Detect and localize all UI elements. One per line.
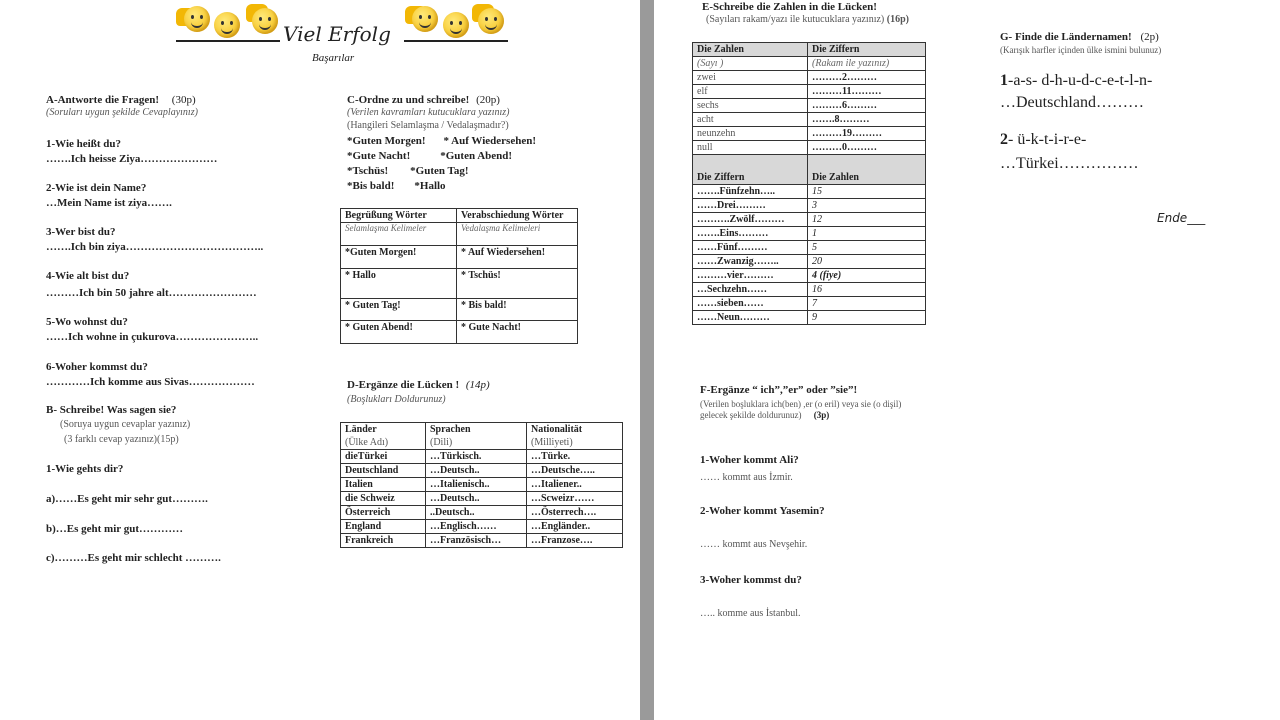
word-bank-item: *Guten Morgen!: [347, 135, 426, 147]
question-a4: 4-Wie alt bist du?: [46, 270, 130, 282]
question-a1: 1-Wie heißt du?: [46, 138, 121, 150]
section-f-title: F-Ergänze “ ich”,”er” oder ”sie”!: [700, 384, 858, 396]
answer-a6: …………Ich komme aus Sivas………………: [46, 376, 255, 388]
table-cell: ………vier………: [693, 269, 808, 283]
table-cell: ………6………: [808, 99, 926, 113]
table-cell: …Deutsch..: [426, 464, 527, 478]
section-b-title: B- Schreibe! Was sagen sie?: [46, 404, 177, 416]
answer-f3: ….. komme aus İstanbul.: [700, 608, 801, 619]
table-cell: …Deutsch..: [426, 492, 527, 506]
table-cell: *Guten Morgen!: [341, 246, 457, 269]
table-cell: ……Fünf………: [693, 241, 808, 255]
question-f1: 1-Woher kommt Ali?: [700, 454, 799, 466]
scramble-number: 1: [1000, 72, 1008, 89]
question-a2: 2-Wie ist dein Name?: [46, 182, 147, 194]
table-cell: …Engländer..: [527, 520, 623, 534]
section-a-title-text: A-Antworte die Fragen!: [46, 94, 160, 106]
table-cell: ………11………: [808, 85, 926, 99]
scramble-g1: [1000, 72, 1152, 90]
table-cell: 5: [808, 241, 926, 255]
subheader-text: (Milliyeti): [531, 437, 573, 448]
section-g-title: [1000, 30, 1159, 44]
numbers-header: Die Zahlen: [693, 43, 808, 57]
header-underline: [404, 40, 508, 42]
section-d-title-text: D-Ergänze die Lücken !: [347, 379, 460, 391]
smiley-icon: [252, 8, 278, 34]
table-cell: neunzehn: [693, 127, 808, 141]
header-text: Länder: [345, 424, 377, 435]
question-a5: 5-Wo wohnst du?: [46, 316, 128, 328]
numbers-header-2: Die Zahlen: [808, 155, 926, 185]
table-cell: …….8………: [808, 113, 926, 127]
table-cell: ……sieben……: [693, 297, 808, 311]
greetings-header: Begrüßung Wörter: [341, 209, 457, 223]
scramble-letters: - ü-k-t-i-r-e-: [1008, 131, 1087, 148]
table-cell: * Guten Tag!: [341, 299, 457, 321]
section-c-title-text: C-Ordne zu und schreibe!: [347, 94, 470, 106]
question-a6: 6-Woher kommst du?: [46, 361, 148, 373]
table-cell: 1: [808, 227, 926, 241]
section-a-instruction: (Soruları uygun şekilde Cevaplayınız): [46, 107, 198, 118]
answer-f1: …… kommt aus İzmir.: [700, 472, 793, 483]
farewells-header: Verabschiedung Wörter: [457, 209, 578, 223]
table-cell: dieTürkei: [341, 450, 426, 464]
answer-a4: ………Ich bin 50 jahre alt……………………: [46, 287, 257, 299]
digits-header: Die Ziffern: [808, 43, 926, 57]
section-f-points: (3p): [813, 410, 830, 420]
worksheet-page-right: [654, 0, 1280, 720]
table-cell: …Österrech….: [527, 506, 623, 520]
answer-f2: …… kommt aus Nevşehir.: [700, 539, 808, 550]
table-cell: ……….Zwölf………: [693, 213, 808, 227]
word-bank-item: *Guten Abend!: [440, 150, 513, 162]
countries-table: [340, 422, 623, 548]
section-b-instruction-1: (Soruya uygun cevaplar yazınız): [60, 419, 191, 430]
table-cell: Italien: [341, 478, 426, 492]
answer-a1: …….Ich heisse Ziya…………………: [46, 153, 218, 165]
table-cell: …….Fünfzehn…..: [693, 185, 808, 199]
section-e-points: (16p): [886, 14, 909, 25]
table-cell: England: [341, 520, 426, 534]
word-bank-item: *Tschüs!: [347, 165, 389, 177]
countries-header: [341, 423, 426, 450]
table-cell: ………2………: [808, 71, 926, 85]
table-cell: null: [693, 141, 808, 155]
end-label: Ende___: [1157, 211, 1206, 225]
section-b-answer-a: a)……Es geht mir sehr gut……….: [46, 493, 208, 505]
table-cell: 12: [808, 213, 926, 227]
header-text: Sprachen: [430, 424, 471, 435]
table-cell: …Sechzehn……: [693, 283, 808, 297]
table-cell: …….Eins………: [693, 227, 808, 241]
section-g-title-text: G- Finde die Ländernamen!: [1000, 31, 1132, 43]
smiley-icon: [214, 12, 240, 38]
table-cell: die Schweiz: [341, 492, 426, 506]
numbers-table-1: [692, 42, 926, 325]
table-cell: 15: [808, 185, 926, 199]
table-cell: zwei: [693, 71, 808, 85]
table-cell: * Bis bald!: [457, 299, 578, 321]
table-cell: Frankreich: [341, 534, 426, 548]
nationality-header: [527, 423, 623, 450]
table-cell: …Franzose….: [527, 534, 623, 548]
table-cell: * Hallo: [341, 269, 457, 299]
answer-a2: …Mein Name ist ziya…….: [46, 197, 172, 209]
question-f3: 3-Woher kommst du?: [700, 574, 802, 586]
table-cell: ……Neun………: [693, 311, 808, 325]
answer-a3: …….Ich bin ziya………………………………..: [46, 241, 264, 253]
greetings-subheader: Selamlaşma Kelimeler: [341, 223, 457, 246]
table-cell: …Scweizr……: [527, 492, 623, 506]
table-cell: 4 (fiye): [808, 269, 926, 283]
section-b-instruction-2: (3 farklı cevap yazınız)(15p): [64, 434, 179, 445]
table-cell: …Türke.: [527, 450, 623, 464]
section-c-instruction-2: (Hangileri Selamlaşma / Vedalaşmadır?): [347, 120, 509, 131]
section-b-answer-b: b)…Es geht mir gut…………: [46, 523, 183, 535]
section-c-instruction-1: (Verilen kavramları kutucuklara yazınız): [347, 107, 510, 118]
header-subtitle: Başarılar: [312, 52, 355, 64]
table-cell: elf: [693, 85, 808, 99]
word-bank-item: *Hallo: [414, 180, 446, 192]
table-cell: ..Deutsch..: [426, 506, 527, 520]
table-cell: ………19………: [808, 127, 926, 141]
section-d-title: [347, 378, 490, 392]
word-bank-item: *Gute Nacht!: [347, 150, 411, 162]
smiley-icon: [412, 6, 438, 32]
section-f-instruction-2: [700, 410, 829, 421]
scramble-letters: -a-s- d-h-u-d-c-e-t-l-n-: [1008, 72, 1153, 89]
table-cell: …Italiener..: [527, 478, 623, 492]
table-cell: 16: [808, 283, 926, 297]
table-cell: …Türkisch.: [426, 450, 527, 464]
scramble-answer-g1: …Deutschland………: [1000, 94, 1144, 111]
header-title: Viel Erfolg: [283, 22, 391, 46]
table-cell: ……Drei………: [693, 199, 808, 213]
table-cell: 7: [808, 297, 926, 311]
table-cell: 3: [808, 199, 926, 213]
smiley-icon: [478, 8, 504, 34]
smiley-icon: [443, 12, 469, 38]
table-cell: 20: [808, 255, 926, 269]
digits-subheader: (Rakam ile yazınız): [808, 57, 926, 71]
word-bank-row: [347, 179, 446, 193]
numbers-subheader: (Sayı ): [693, 57, 808, 71]
table-cell: acht: [693, 113, 808, 127]
question-f2: 2-Woher kommt Yasemin?: [700, 505, 825, 517]
table-cell: …Französisch…: [426, 534, 527, 548]
greetings-table: [340, 208, 578, 344]
table-cell: ………0………: [808, 141, 926, 155]
word-bank-item: *Bis bald!: [347, 180, 395, 192]
table-cell: …Italienisch..: [426, 478, 527, 492]
table-cell: Deutschland: [341, 464, 426, 478]
table-cell: ……Zwanzig……..: [693, 255, 808, 269]
table-cell: * Auf Wiedersehen!: [457, 246, 578, 269]
digits-header-2: Die Ziffern: [693, 155, 808, 185]
table-cell: Österreich: [341, 506, 426, 520]
section-e-instruction-text: (Sayıları rakam/yazı ile kutucuklara yazınız): [706, 14, 885, 25]
word-bank-item: *Guten Tag!: [410, 165, 469, 177]
section-f-instruction-1: (Verilen boşluklara ich(ben) ,er (o eril) veya sie (o dişil): [700, 399, 902, 409]
word-bank-item: * Auf Wiedersehen!: [443, 135, 537, 147]
word-bank-row: [347, 134, 536, 148]
section-a-points: (30p): [171, 94, 196, 106]
subheader-text: (Ülke Adı): [345, 437, 389, 448]
section-g-points: (2p): [1140, 31, 1159, 43]
header-text: Nationalität: [531, 424, 583, 435]
smiley-icon: [184, 6, 210, 32]
word-bank-row: [347, 164, 469, 178]
table-cell: 9: [808, 311, 926, 325]
scramble-number: 2: [1000, 131, 1008, 148]
word-bank-row: [347, 149, 512, 163]
table-cell: …Englisch……: [426, 520, 527, 534]
section-f-instruction-2-text: gelecek şekilde doldurunuz): [700, 410, 802, 420]
header-underline: [176, 40, 280, 42]
section-b-answer-c: c)………Es geht mir schlecht ……….: [46, 552, 221, 564]
answer-a5: ……Ich wohne in çukurova…………………..: [46, 331, 259, 343]
section-b-question: 1-Wie gehts dir?: [46, 463, 124, 475]
farewells-subheader: Vedalaşma Kelimeleri: [457, 223, 578, 246]
section-e-title: E-Schreibe die Zahlen in die Lücken!: [702, 1, 877, 13]
section-c-points: (20p): [476, 94, 500, 106]
languages-header: [426, 423, 527, 450]
section-a-title: [46, 93, 196, 107]
scramble-answer-g2: …Türkei……………: [1000, 155, 1139, 172]
section-e-instruction: [706, 14, 909, 26]
section-d-points: (14p): [465, 379, 490, 391]
table-cell: * Gute Nacht!: [457, 321, 578, 344]
section-g-instruction: (Karışık harfler içinden ülke ismini bulunuz): [1000, 45, 1162, 55]
section-d-instruction: (Boşlukları Doldurunuz): [347, 394, 446, 405]
section-c-title: [347, 93, 500, 107]
table-cell: …Deutsche…..: [527, 464, 623, 478]
question-a3: 3-Wer bist du?: [46, 226, 116, 238]
table-cell: sechs: [693, 99, 808, 113]
table-cell: * Guten Abend!: [341, 321, 457, 344]
scramble-g2: [1000, 131, 1086, 149]
table-cell: * Tschüs!: [457, 269, 578, 299]
subheader-text: (Dili): [430, 437, 453, 448]
